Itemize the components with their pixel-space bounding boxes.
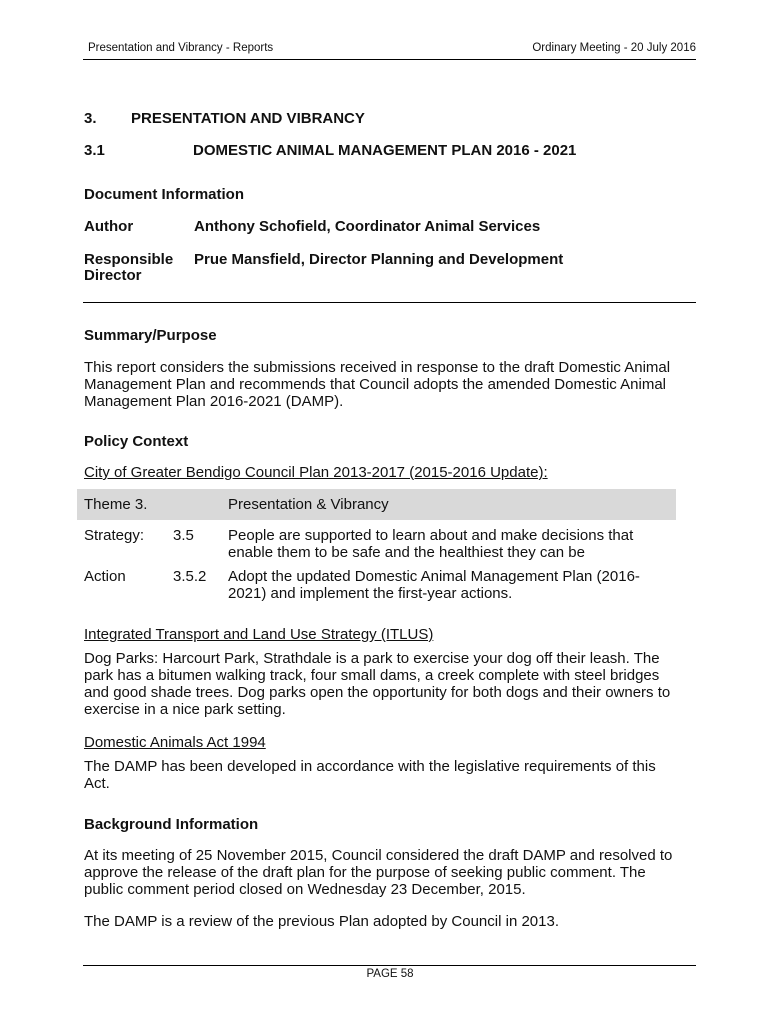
strategy-label: Strategy: <box>84 527 145 544</box>
background-line-2: approve the release of the draft plan for the purpose of seeking public comment. The <box>84 864 646 881</box>
dog-parks-line-3: and good shade trees. Dog parks open the opportunity for both dogs and their owners to <box>84 684 671 701</box>
background-line-3: public comment period closed on Wednesday 23 December, 2015. <box>84 881 526 898</box>
strategy-text-line2: enable them to be safe and the healthiest they can be <box>228 544 585 561</box>
section-number: 3. <box>84 110 97 127</box>
itlus-link[interactable]: Integrated Transport and Land Use Strategy (ITLUS) <box>84 626 434 643</box>
dog-parks-line-4: exercise in a nice park setting. <box>84 701 286 718</box>
summary-line-3: Management Plan 2016-2021 (DAMP). <box>84 393 344 410</box>
act-line-2: Act. <box>84 775 110 792</box>
section-title: PRESENTATION AND VIBRANCY <box>131 110 365 127</box>
item-number: 3.1 <box>84 142 105 159</box>
summary-line-1: This report considers the submissions received in response to the draft Domestic Animal <box>84 359 671 376</box>
doc-info-divider <box>83 302 696 303</box>
background-heading: Background Information <box>84 816 259 833</box>
action-text-line1: Adopt the updated Domestic Animal Management Plan (2016- <box>228 568 640 585</box>
header-left: Presentation and Vibrancy - Reports <box>88 42 274 54</box>
action-text-line2: 2021) and implement the first-year actions. <box>228 585 513 602</box>
theme-value: Presentation & Vibrancy <box>228 496 389 513</box>
author-label: Author <box>84 218 134 235</box>
action-number: 3.5.2 <box>173 568 207 585</box>
director-value: Prue Mansfield, Director Planning and Development <box>194 251 564 268</box>
act-line-1: The DAMP has been developed in accordance with the legislative requirements of this <box>84 758 656 775</box>
action-label: Action <box>84 568 126 585</box>
author-value: Anthony Schofield, Coordinator Animal Services <box>194 218 541 235</box>
strategy-text-line1: People are supported to learn about and make decisions that <box>228 527 634 544</box>
council-plan-link[interactable]: City of Greater Bendigo Council Plan 2013-2017 (2015-2016 Update): <box>84 464 548 481</box>
background-para-2: The DAMP is a review of the previous Plan adopted by Council in 2013. <box>84 913 559 930</box>
header-divider <box>83 59 696 60</box>
item-title: DOMESTIC ANIMAL MANAGEMENT PLAN 2016 - 2021 <box>193 142 577 159</box>
theme-label: Theme 3. <box>84 496 148 513</box>
page-number: PAGE 58 <box>366 968 414 980</box>
dog-parks-line-2: park has a bitumen walking track, four small dams, a creek complete with steel bridges <box>84 667 660 684</box>
summary-line-2: Management Plan and recommends that Council adopts the amended Domestic Animal <box>84 376 666 393</box>
footer-divider <box>83 965 696 966</box>
doc-info-heading: Document Information <box>84 186 244 203</box>
director-label-line2: Director <box>84 267 142 284</box>
director-label-line1: Responsible <box>84 251 174 268</box>
policy-heading: Policy Context <box>84 433 189 450</box>
act-link[interactable]: Domestic Animals Act 1994 <box>84 734 266 751</box>
dog-parks-line-1: Dog Parks: Harcourt Park, Strathdale is a park to exercise your dog off their leash. The <box>84 650 660 667</box>
summary-heading: Summary/Purpose <box>84 327 217 344</box>
header-right: Ordinary Meeting - 20 July 2016 <box>532 42 696 54</box>
background-line-1: At its meeting of 25 November 2015, Council considered the draft DAMP and resolved to <box>84 847 673 864</box>
strategy-number: 3.5 <box>173 527 194 544</box>
